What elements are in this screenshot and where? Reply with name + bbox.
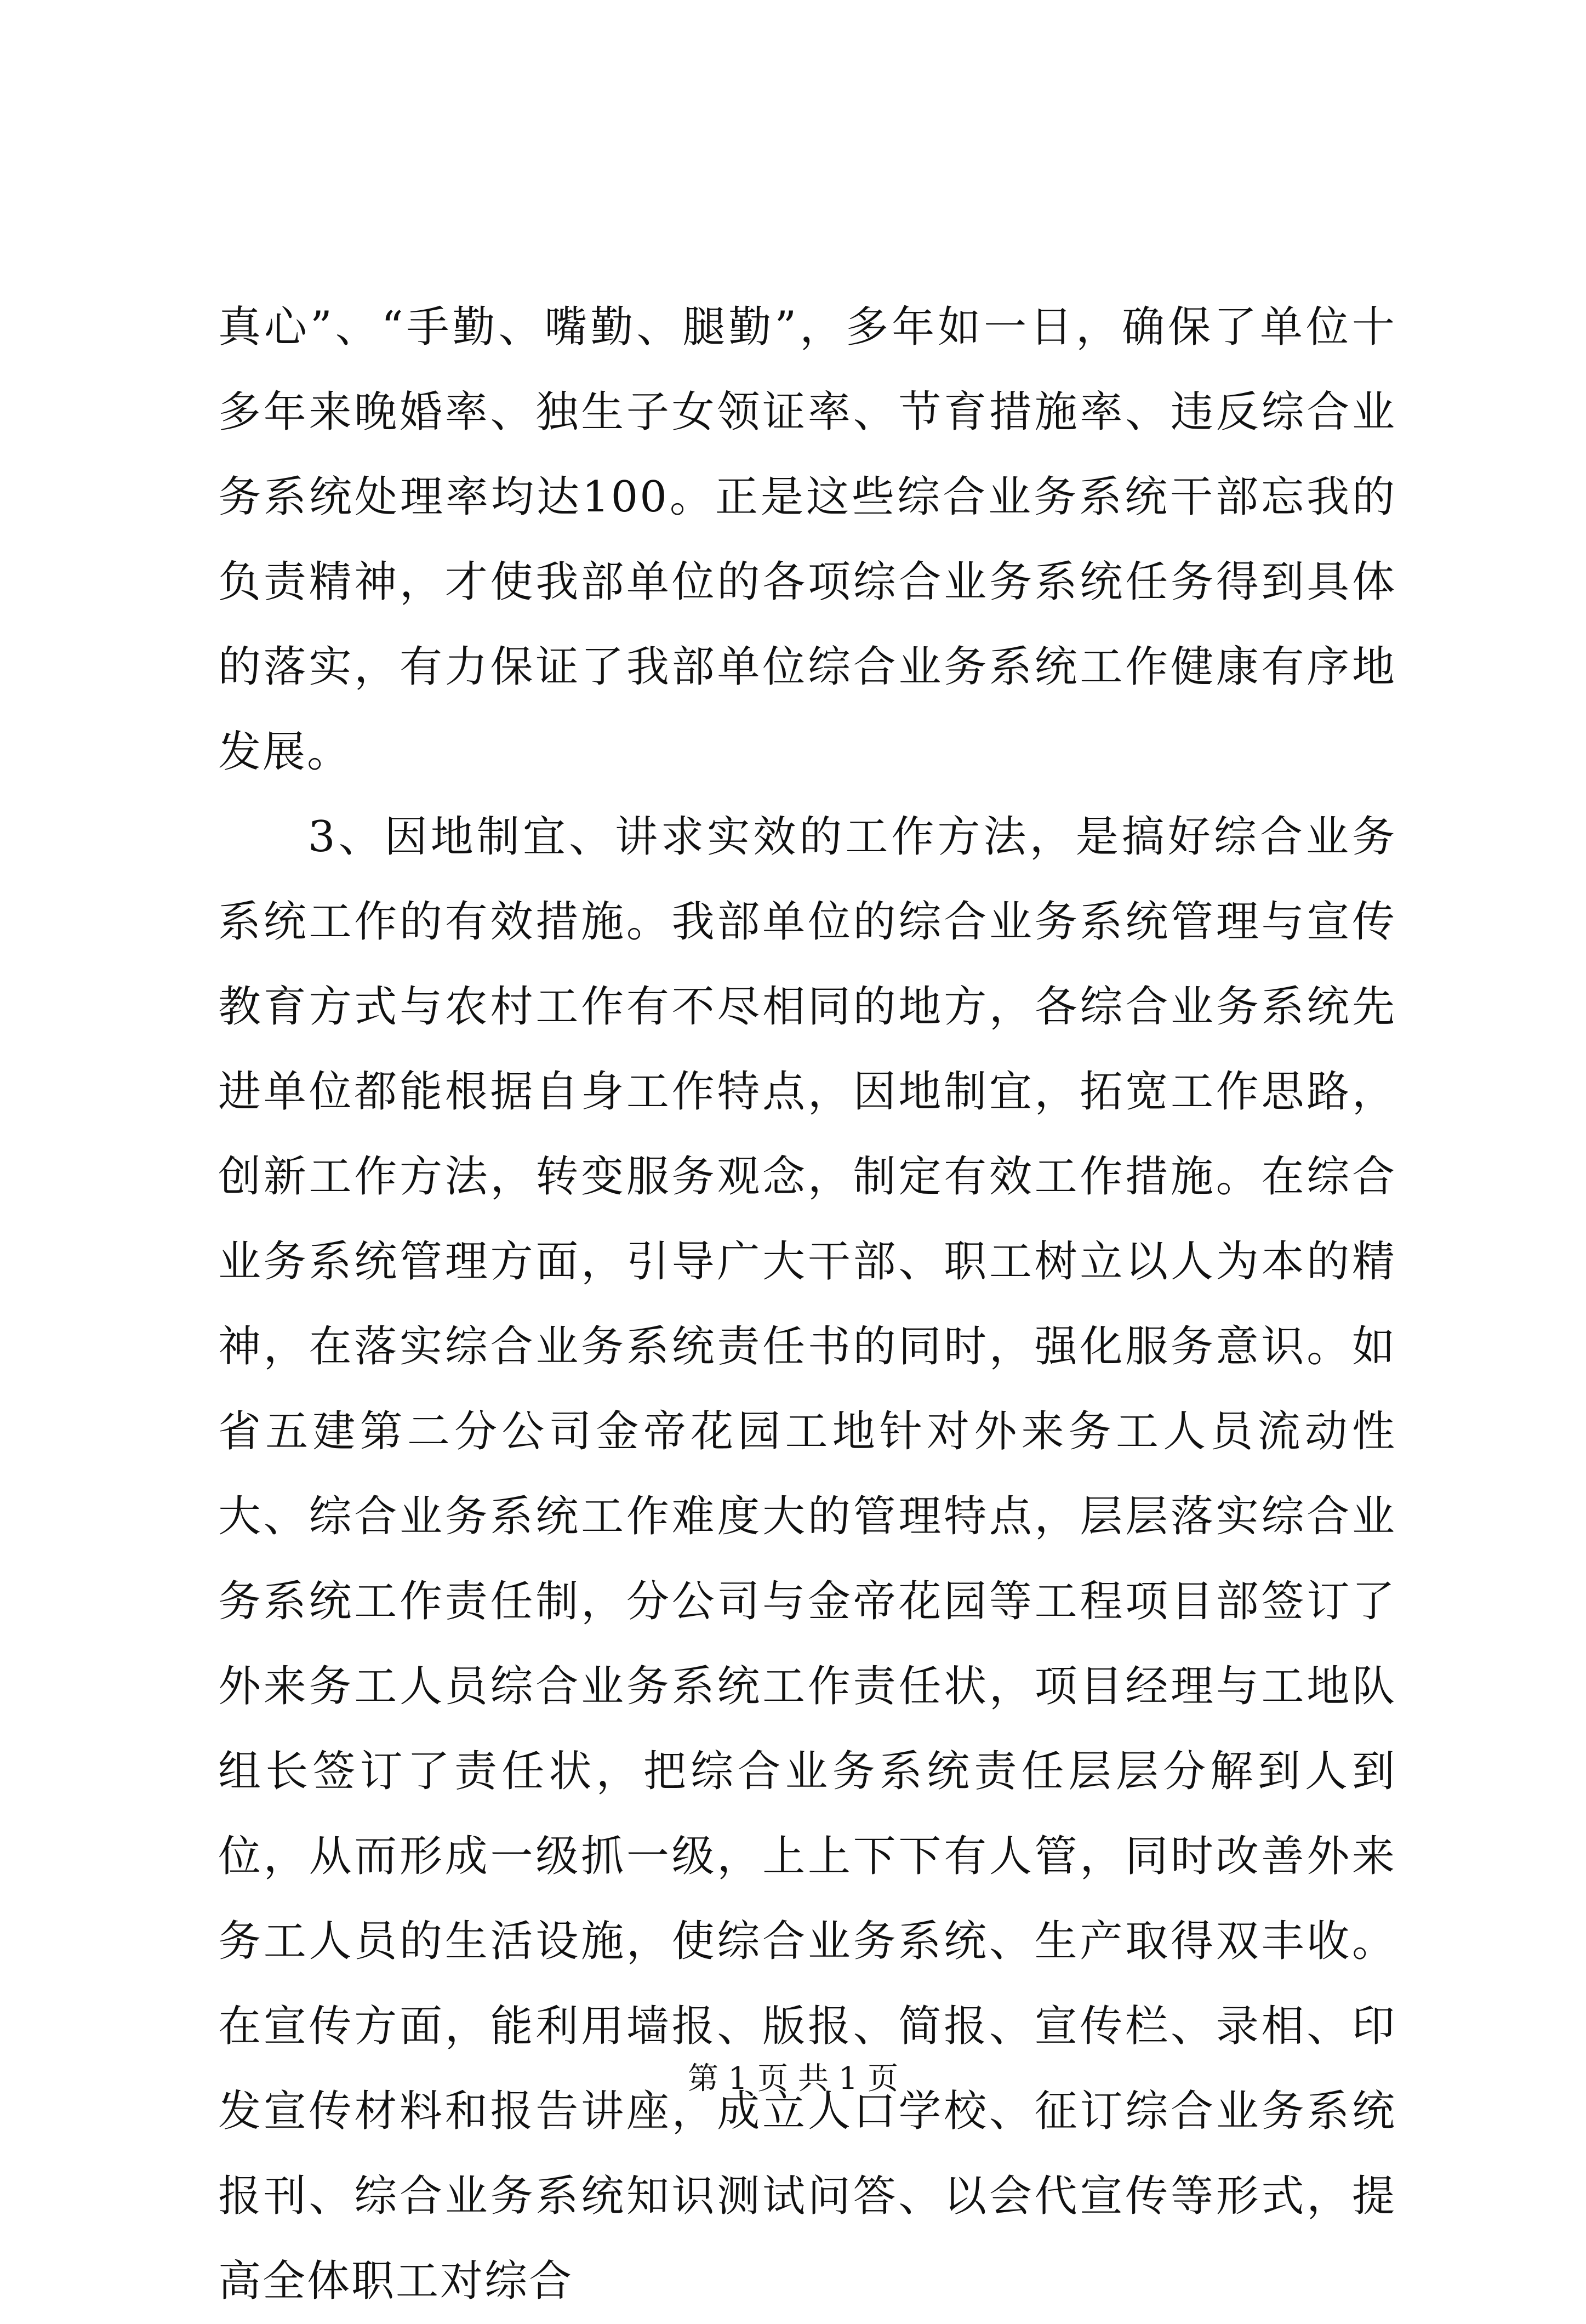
paragraph-1: 真心”、“手勤、嘴勤、腿勤”，多年如一日，确保了单位十多年来晚婚率、独生子女领证率、节育措施率、违反综合业务系统处理率均达100。正是这些综合业务系统干部忘我的负责精神，才使我部单位的各项综合业务系统任务得到具体的落实，有力保证了我部单位综合业务系统工作健康有序地发展。: [218, 303, 1396, 777]
paragraph-2: 3、因地制宜、讲求实效的工作方法，是搞好综合业务系统工作的有效措施。我部单位的综合业务系统管理与宣传教育方式与农村工作有不尽相同的地方，各综合业务系统先进单位都能根据自身工作特点，因地制宜，拓宽工作思路，创新工作方法，转变服务观念，制定有效工作措施。在综合业务系统管理方面，引导广大干部、职工树立以人为本的精神，在落实综合业务系统责任书的同时，强化服务意识。如省五建第二分公司金帝花园工地针对外来务工人员流动性大、综合业务系统工作难度大的管理特点，层层落实综合业务系统工作责任制，分公司与金帝花园等工程项目部签订了外来务工人员综合业务系统工作责任状，项目经理与工地队组长签订了责任状，把综合业务系统责任层层分解到人到位，从而形成一级抓一级，上上下下有人管，同时改善外来务工人员的生活设施，使综合业务系统、生产取得双丰收。在宣传方面，能利用墙报、版报、简报、宣传栏、录相、印发宣传材料和报告讲座，成立人口学校、征订综合业务系统报刊、综合业务系统知识测试问答、以会代宣传等形式，提高全体职工对综合: [218, 812, 1396, 2306]
page-footer: 第 1 页 共 1 页: [687, 2061, 899, 2097]
document-body: [218, 285, 1396, 2324]
